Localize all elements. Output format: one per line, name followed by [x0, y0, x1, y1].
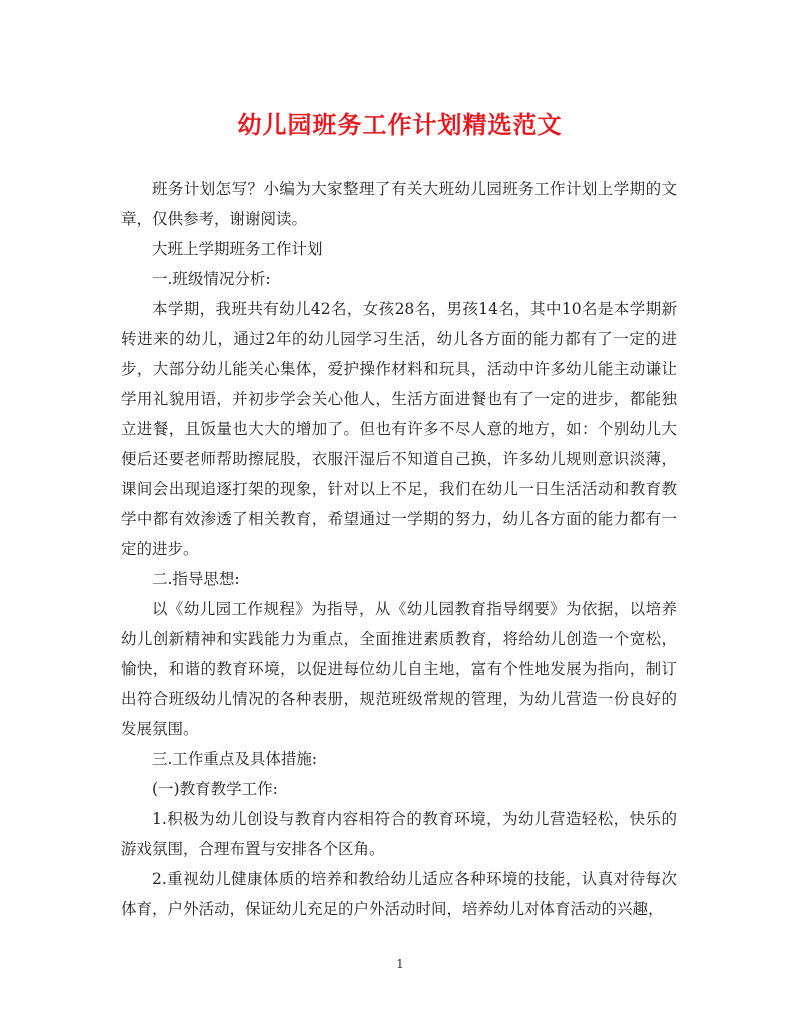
guiding-idea-paragraph: 以《幼儿园工作规程》为指导，从《幼儿园教育指导纲要》为依据，以培养幼儿创新精神和实践能力为重点，全面推进素质教育，将给幼儿创造一个宽松，愉快，和谐的教育环境，以促进每位幼儿自主地，富有个性地发展为指向，制订出符合班级幼儿情况的各种表册，规范班级常规的管理，为幼儿营造一份良好的发展氛围。: [121, 600, 677, 738]
section-heading-key-work: 三.工作重点及具体措施:: [152, 750, 318, 768]
page-number: 1: [396, 957, 404, 971]
list-item-2: 2.重视幼儿健康体质的培养和教给幼儿适应各种环境的技能，认真对待每次体育，户外活动，保证幼儿充足的户外活动时间，培养幼儿对体育活动的兴趣，: [121, 870, 677, 918]
section-heading-class-analysis: 一.班级情况分析:: [152, 270, 271, 288]
intro-paragraph: 班务计划怎写？小编为大家整理了有关大班幼儿园班务工作计划上学期的文章，仅供参考，谢谢阅读。: [121, 180, 677, 228]
document-body: [121, 174, 677, 924]
list-item-1: 1.积极为幼儿创设与教育内容相符合的教育环境，为幼儿营造轻松，快乐的游戏氛围，合理布置与安排各个区角。: [121, 810, 677, 858]
document-title: 幼儿园班务工作计划精选范文: [237, 110, 563, 139]
plan-heading: 大班上学期班务工作计划: [152, 240, 323, 258]
class-analysis-paragraph: 本学期，我班共有幼儿42名，女孩28名，男孩14名，其中10名是本学期新转进来的幼儿，通过2年的幼儿园学习生活，幼儿各方面的能力都有了一定的进步，大部分幼儿能关心集体，爱护操作材料和玩具，活动中许多幼儿能主动谦让学用礼貌用语，并初步学会关心他人，生活方面进餐也有了一定的进步，都能独立进餐，且饭量也大大的增加了。但也有许多不尽人意的地方，如：个别幼儿大便后还要老师帮助擦屁股，衣服汗湿后不知道自己换，许多幼儿规则意识淡薄，课间会出现追逐打架的现象，针对以上不足，我们在幼儿一日生活活动和教育教学中都有效渗透了相关教育，希望通过一学期的努力，幼儿各方面的能力都有一定的进步。: [121, 300, 677, 558]
section-heading-guiding-idea: 二.指导思想:: [152, 570, 240, 588]
subsection-heading-teaching: (一)教育教学工作:: [152, 780, 278, 798]
